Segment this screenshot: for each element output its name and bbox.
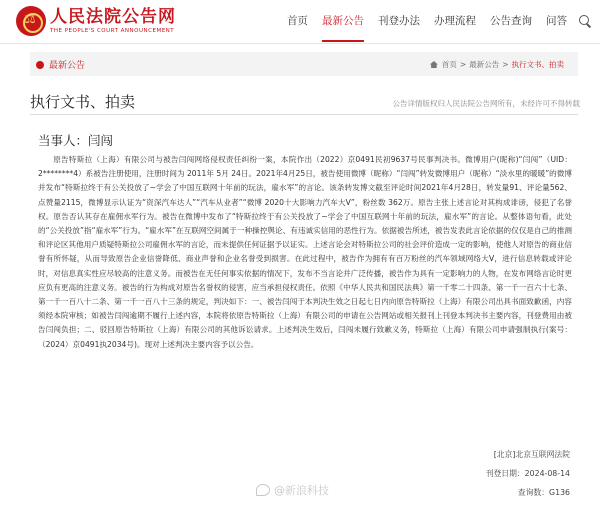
page-title: 执行文书、拍卖: [30, 93, 136, 111]
site-header: [0, 0, 600, 44]
announcement-body: 原告特斯拉（上海）有限公司与被告闫闯网络侵权责任纠纷一案，本院作出（2022）京0491民初9637号民事判决书。微博用户(昵称)“闫闯”（UID：2********4）系被告注册使用，注册时间为 2011年 5月 24日。2021年4月25日，被告使用微博（昵称）“闫闯”转发微博用户（昵称）“淡水里的暖暖”的微博并发布“特斯拉终于有公关投放了~学会了中国互联网十年前的玩法，雇水军”的言论。该条转发博文截至评论时间2021年4月28日，转发量91、评论量562、点赞量2115，微博显示认证为“资深汽车达人”“汽车从业者”“微博 2020十大影响力汽车大V”，粉丝数 362万。原告主张上述言论对其构成诽谤，侵犯了名誉权。原告否认其存在雇佣水军行为。被告在微博中发布了“特斯拉终于有公关投放了~学会了中国互联网十年前的玩法，雇水军”的言论。从整体语句看，此处的“公关投放”指“雇水军”行为。“雇水军”在互联网空间属于一种操控舆论、有违诚实信用的恶性行为。依据被告所述，被告发表此言论依据的仅仅是自己的推测和评论区其他用户质疑特斯拉公司雇佣水军的言论，而未提供任何证据予以证实。上述言论会对特斯拉公司的社会评价造成一定的影响，使他人对原告的商业信誉有所怀疑，从而导致原告企业信誉降低、商业声誉和企业名誉受到损害。在此过程中，被告作为拥有有百万粉丝的汽车领域网络大V，进行信息转载或评论时，对信息真实性应尽较高的注意义务。而被告在无任何事实依据的情况下，发布不当言论并广泛传播，被告作为具有一定影响力的人物，在发布网络言论时更应负有更高的注意义务。被告的行为构成对原告名誉权的侵害，应当承担侵权责任。依照《中华人民共和国民法典》第一千零二十四条、第一千一百六十七条、第一千一百八十二条、第一千一百八十三条的规定，判决如下：一、被告闫闯于本判决生效之日起七日内向原告特斯拉（上海）有限公司出具书面致歉函，内容须经本院审核；如被告闫闯逾期不履行上述内容，本院将依原告特斯拉（上海）有限公司的申请在公告网站或相关报刊上刊登本判决书主要内容，刊登费用由被告闫闯负担；二、驳回原告特斯拉（上海）有限公司的其他诉讼请求。上述判决生效后，闫闯未履行致歉义务，特斯拉（上海）有限公司申请强制执行(案号：（2024）京0491执2034号)。现对上述判决主要内容予以公告。: [38, 155, 572, 349]
view-count: 查询数：G136: [517, 488, 570, 497]
breadcrumb-current: 执行文书、拍卖: [511, 60, 564, 69]
party-name: 当事人：闫闯: [38, 133, 114, 148]
search-icon[interactable]: [578, 14, 592, 28]
copyright-note: 公告详情版权归人民法院公告网所有，未经许可不得转载: [392, 99, 580, 108]
nav-home[interactable]: 首页: [287, 15, 308, 27]
breadcrumb-latest[interactable]: 最新公告: [469, 60, 500, 69]
divider: [30, 114, 578, 115]
nav-publish-method[interactable]: 刊登办法: [378, 15, 420, 27]
section-dot-icon: [36, 61, 44, 69]
nav-faq[interactable]: 问答: [546, 15, 567, 27]
watermark: [256, 482, 329, 498]
logo-title: 人民法院公告网: [50, 7, 176, 27]
weibo-logo-icon: [256, 484, 270, 496]
court-signature: [北京]北京互联网法院: [493, 450, 570, 459]
nav-query[interactable]: 公告查询: [490, 15, 532, 27]
home-icon: [430, 61, 438, 68]
breadcrumb: 首页 > 最新公告 > 执行文书、拍卖: [430, 59, 564, 70]
section-label: 最新公告: [49, 61, 86, 71]
nav-latest[interactable]: 最新公告: [315, 13, 371, 28]
watermark-text: @新浪科技: [274, 484, 329, 497]
court-emblem-icon: [16, 6, 46, 36]
publish-date: 刊登日期：2024-08-14: [485, 469, 570, 478]
breadcrumb-home[interactable]: 首页: [441, 60, 457, 69]
nav-process[interactable]: 办理流程: [434, 15, 476, 27]
site-logo[interactable]: [16, 6, 176, 36]
breadcrumb-bar: [30, 52, 578, 76]
logo-subtitle: THE PEOPLE'S COURT ANNOUNCEMENT: [50, 28, 175, 34]
main-nav: [280, 13, 592, 28]
